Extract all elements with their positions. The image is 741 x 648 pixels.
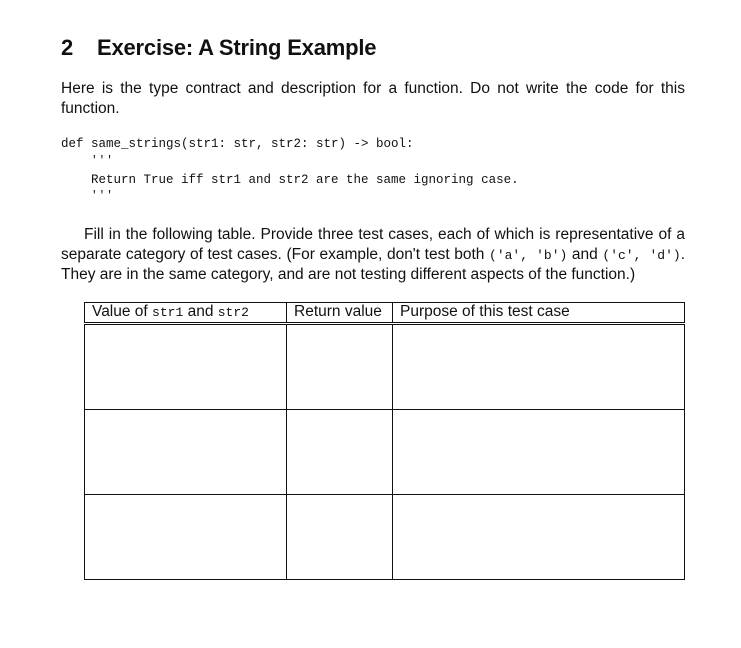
test-cases-table <box>84 302 685 580</box>
column-header-and: and <box>183 303 218 320</box>
table-row <box>85 410 685 495</box>
section-heading <box>61 35 376 61</box>
column-header-str2: str2 <box>217 305 249 320</box>
intro-paragraph: Here is the type contract and description for a function. Do not write the code for this function. <box>61 80 685 117</box>
section-title: Exercise: A String Example <box>97 35 377 60</box>
docstring-close: ''' <box>91 190 114 202</box>
column-header-return: Return value <box>287 303 393 323</box>
table-row <box>85 495 685 580</box>
instructions-part2: and <box>567 245 603 263</box>
column-header-str1: str1 <box>152 305 184 320</box>
instructions-example1: ('a', 'b') <box>489 247 568 263</box>
column-header-values <box>85 303 287 323</box>
table-row <box>85 325 685 410</box>
instructions-part3: . They are in the same category, and are not testing different aspects of the function.) <box>61 245 686 283</box>
docstring-open: ''' <box>91 155 114 167</box>
purpose-cell[interactable] <box>393 410 685 495</box>
purpose-cell[interactable] <box>393 495 685 580</box>
instructions-part1: Fill in the following table. Provide three test cases, each of which is representative of a separate category of test cases. (For example, don't test both <box>61 226 685 263</box>
section-number: 2 <box>61 35 74 60</box>
value-cell[interactable] <box>85 495 287 580</box>
instructions-example2: ('c', 'd') <box>602 247 681 263</box>
function-signature: def same_strings(str1: str, str2: str) -> bool: <box>61 137 414 151</box>
return-cell[interactable] <box>287 325 393 410</box>
value-cell[interactable] <box>85 410 287 495</box>
value-cell[interactable] <box>85 325 287 410</box>
purpose-cell[interactable] <box>393 325 685 410</box>
table-header-row <box>85 303 685 323</box>
column-header-values-prefix: Value of <box>92 303 153 320</box>
return-cell[interactable] <box>287 495 393 580</box>
return-cell[interactable] <box>287 410 393 495</box>
column-header-purpose: Purpose of this test case <box>393 303 685 323</box>
docstring-body: Return True iff str1 and str2 are the same ignoring case. <box>91 173 519 187</box>
instructions-paragraph <box>61 225 685 285</box>
